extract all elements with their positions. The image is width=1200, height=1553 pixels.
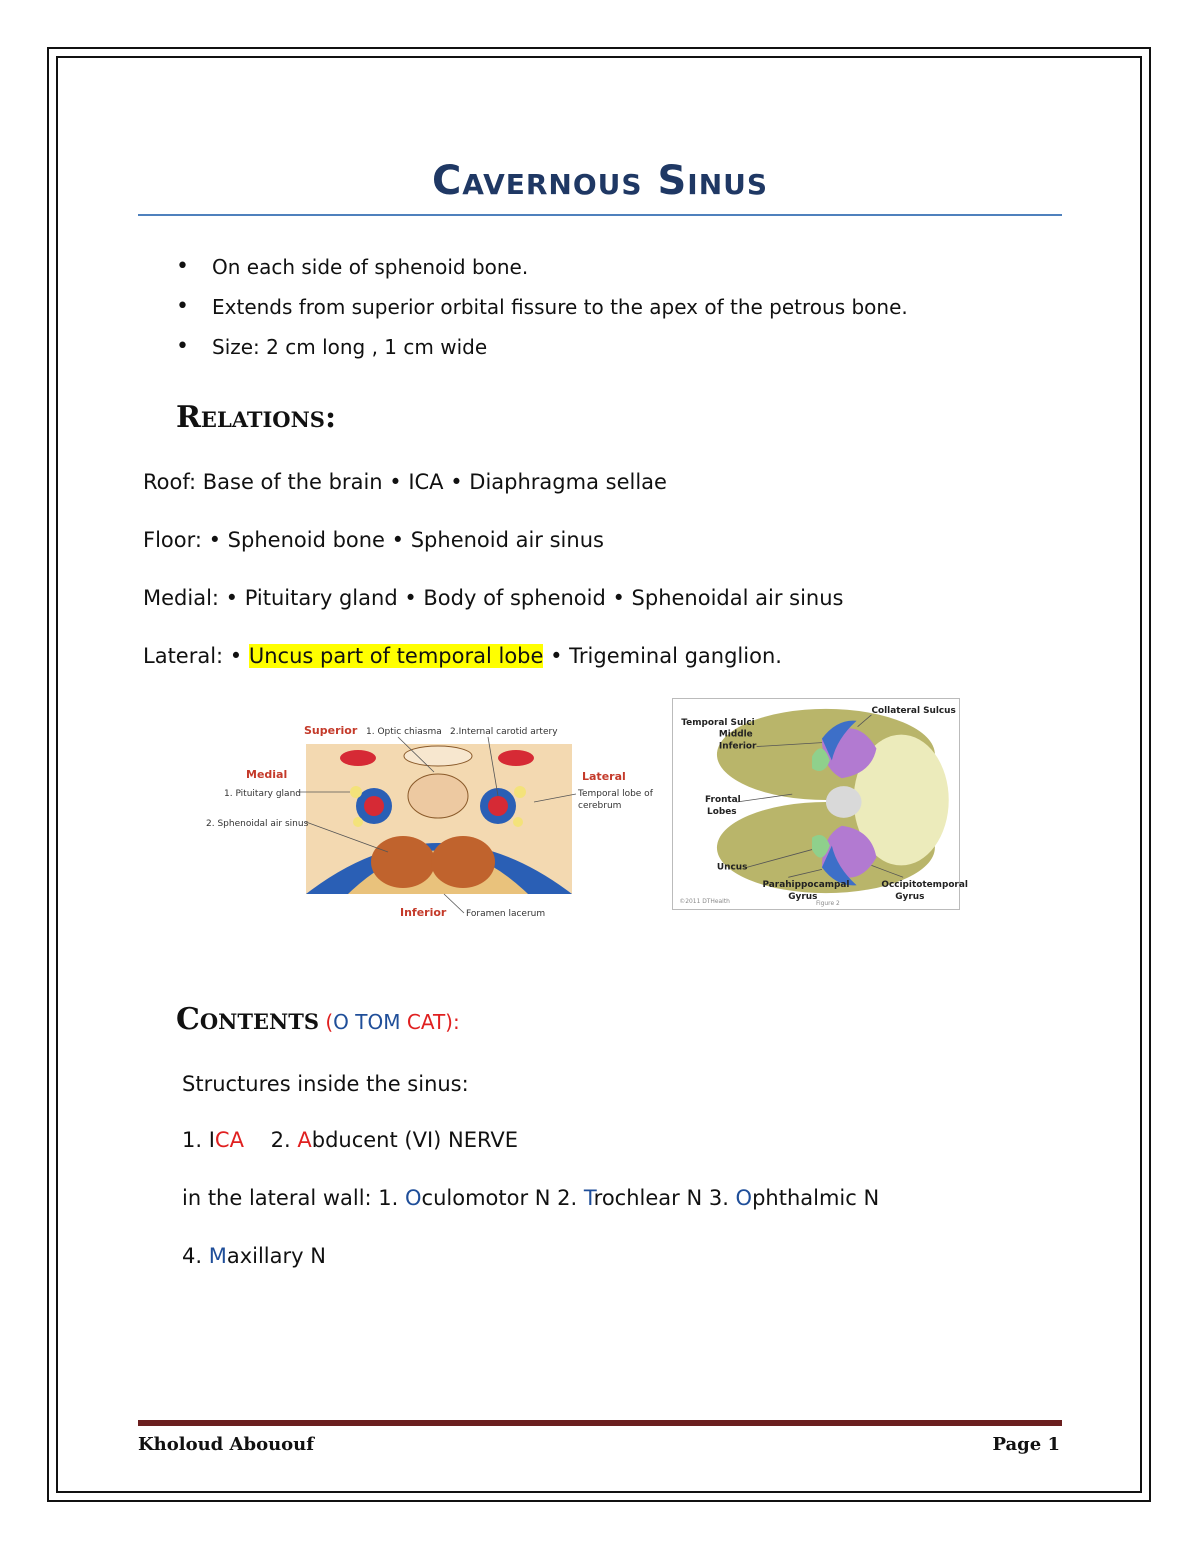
title-underline (138, 214, 1062, 216)
label-parahippocampal: Parahippocampal (762, 880, 850, 891)
brain-inferior-view-figure (672, 698, 968, 910)
text-run: CA (214, 1128, 244, 1152)
label-occipitotemporal: Occipitotemporal (881, 880, 968, 891)
label-middle: Middle (718, 729, 753, 740)
lateral-suffix: • Trigeminal ganglion. (543, 644, 782, 668)
label-lobes: Lobes (707, 806, 737, 817)
bullet-item: • On each side of sphenoid bone. (170, 252, 908, 292)
text-run: culomotor N 2. (421, 1186, 584, 1210)
relation-medial: Medial: • Pituitary gland • Body of sphenoid • Sphenoidal air sinus (143, 586, 844, 610)
mnemonic (333, 1010, 445, 1034)
footer-rule (138, 1420, 1062, 1426)
label-internal-carotid: 2.Internal carotid artery (450, 727, 558, 737)
relation-roof: Roof: Base of the brain • ICA • Diaphragma sellae (143, 470, 667, 494)
page-title: Cavernous Sinus (431, 158, 769, 204)
label-figure-number: Figure 2 (816, 900, 840, 908)
label-inferior: Inferior (400, 906, 447, 919)
label-temporal-lobe: Temporal lobe of (578, 789, 653, 799)
lateral-highlight: Uncus part of temporal lobe (248, 644, 544, 668)
relations-heading: Relations: (176, 400, 337, 435)
bullet-item: • Extends from superior orbital fissure to the apex of the petrous bone. (170, 292, 908, 332)
label-lateral: Lateral (582, 770, 626, 783)
mnemonic-close: ): (445, 1010, 460, 1034)
text-run: O (735, 1186, 753, 1210)
mnemonic-open: ( (319, 1010, 334, 1034)
label-cerebrum: cerebrum (578, 801, 622, 811)
lateral-prefix: Lateral: • (143, 644, 249, 668)
text-run: in the lateral wall: 1. (182, 1186, 406, 1210)
text-run: A (297, 1128, 312, 1152)
text-run: phthalmic N (752, 1186, 880, 1210)
text-run: O (405, 1186, 422, 1210)
label-superior: Superior (304, 724, 358, 737)
footer-page-number: Page 1 (992, 1434, 1060, 1455)
cavernous-sinus-section-diagram (198, 712, 658, 927)
structures-label: Structures inside the sinus: (182, 1072, 469, 1096)
label-medial: Medial (246, 768, 288, 781)
bullet-item: • Size: 2 cm long , 1 cm wide (170, 332, 908, 372)
text-run: CAT (400, 1010, 446, 1034)
label-collateral-sulcus: Collateral Sulcus (871, 705, 956, 716)
label-occ-gyrus: Gyrus (895, 892, 925, 903)
contents-line-maxillary (182, 1244, 326, 1268)
label-optic-chiasma: 1. Optic chiasma (366, 727, 442, 737)
footer-author: Kholoud Abououf (138, 1434, 315, 1455)
text-run: O (333, 1010, 349, 1034)
label-temporal-sulci: Temporal Sulci (681, 717, 755, 728)
relation-lateral (143, 644, 782, 668)
text-run: TOM (355, 1010, 401, 1034)
contents-heading (176, 1002, 460, 1037)
text-run: 2. (243, 1128, 298, 1152)
label-inferior-sulcus: Inferior (718, 741, 757, 752)
text-run: M (208, 1244, 227, 1268)
text-run: 1. I (182, 1128, 215, 1152)
contents-line-inside (182, 1128, 518, 1152)
brain-inferior-view-diagram (673, 699, 968, 909)
label-uncus: Uncus (716, 862, 748, 873)
label-frontal: Frontal (705, 795, 741, 806)
text-run: axillary N (226, 1244, 326, 1268)
label-sphenoidal-sinus: 2. Sphenoidal air sinus (206, 819, 309, 829)
text-run: bducent (VI) NERVE (311, 1128, 519, 1152)
label-foramen-lacerum: Foramen lacerum (466, 909, 546, 919)
relation-floor: Floor: • Sphenoid bone • Sphenoid air sinus (143, 528, 604, 552)
intro-bullet-list (170, 252, 908, 372)
label-pituitary: 1. Pituitary gland (224, 789, 301, 799)
text-run: rochlear N 3. (593, 1186, 736, 1210)
contents-title: Contents (176, 1002, 319, 1037)
label-para-gyrus: Gyrus (788, 892, 818, 903)
contents-line-lateral-wall (182, 1186, 879, 1210)
text-run: 4. (182, 1244, 209, 1268)
label-copyright: ©2011 DTHealth (679, 898, 730, 906)
text-run: T (583, 1186, 594, 1210)
